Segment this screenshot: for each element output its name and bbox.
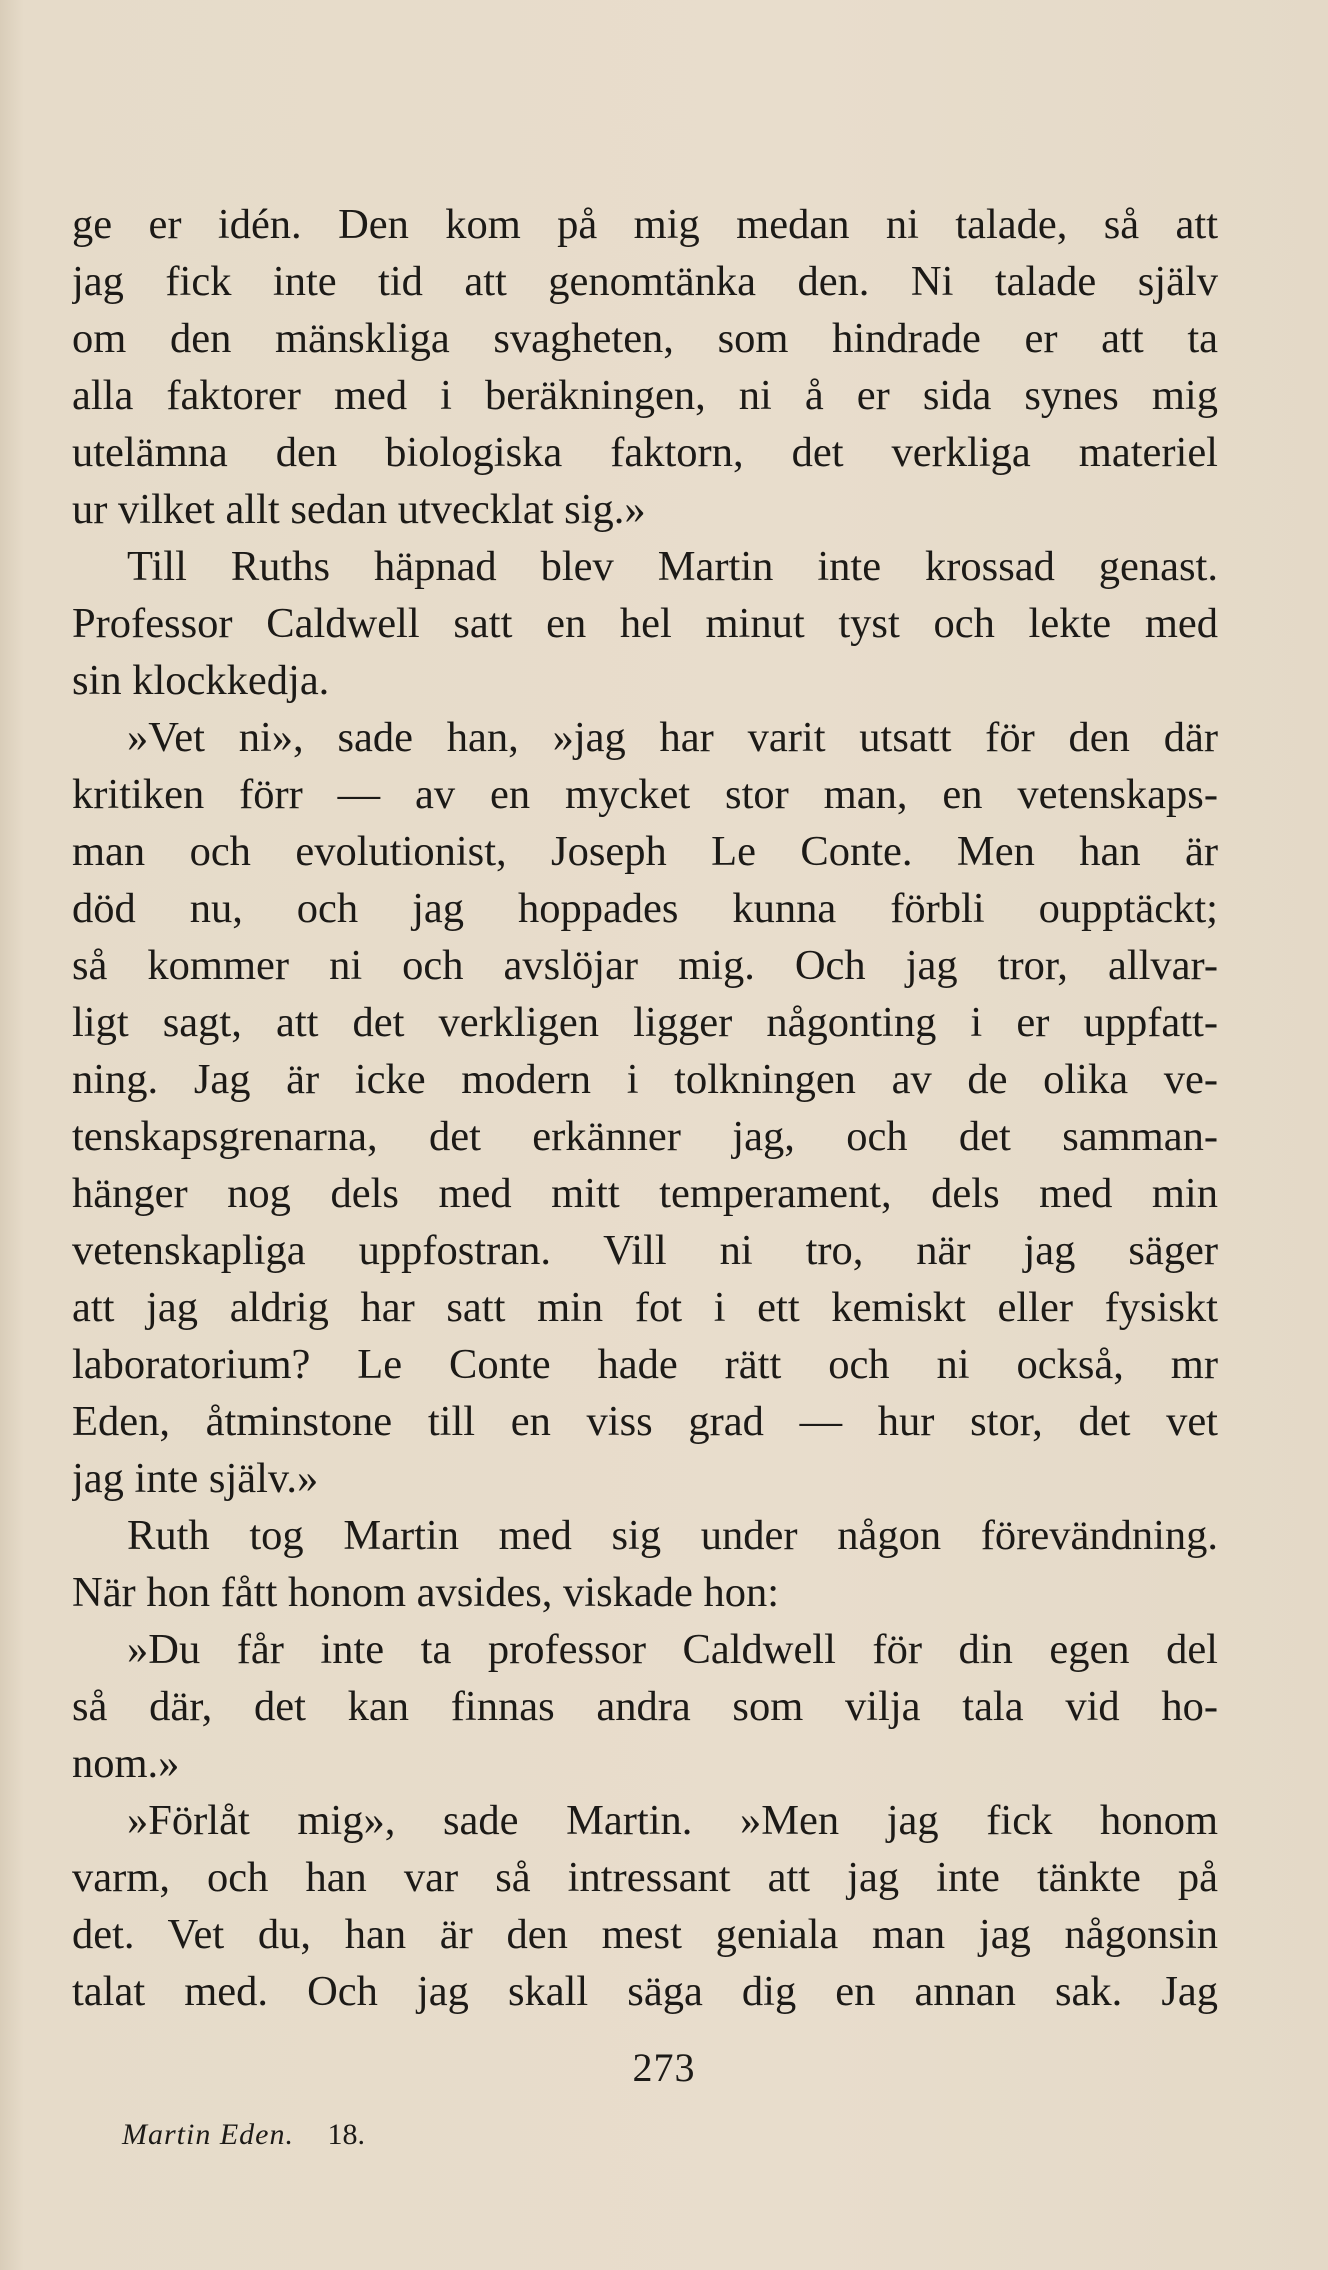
text-line: tenskapsgrenarna, det erkänner jag, och det samman- — [72, 1113, 1218, 1160]
text-line: laboratorium? Le Conte hade rätt och ni också, mr — [72, 1341, 1218, 1388]
text-line: att jag aldrig har satt min fot i ett kemiskt eller fysiskt — [72, 1284, 1218, 1331]
body-text — [72, 196, 1218, 2020]
text-line: varm, och han var så intressant att jag inte tänkte på — [72, 1854, 1218, 1901]
text-line: ning. Jag är icke modern i tolkningen av de olika ve- — [72, 1056, 1218, 1103]
text-line: utelämna den biologiska faktorn, det verkliga materiel — [72, 429, 1218, 476]
text-line: kritiken förr — av en mycket stor man, en vetenskaps- — [72, 771, 1218, 818]
text-line: ligt sagt, att det verkligen ligger någonting i er uppfatt- — [72, 999, 1218, 1046]
text-line: talat med. Och jag skall säga dig en annan sak. Jag — [72, 1968, 1218, 2015]
text-line: alla faktorer med i beräkningen, ni å er sida synes mig — [72, 372, 1218, 419]
signature-number: 18. — [327, 2118, 365, 2151]
text-line: Ruth tog Martin med sig under någon förevändning. — [127, 1512, 1218, 1559]
text-line: jag fick inte tid att genomtänka den. Ni talade själv — [72, 258, 1218, 305]
text-line: det. Vet du, han är den mest geniala man jag någonsin — [72, 1911, 1218, 1958]
text-line: Till Ruths häpnad blev Martin inte krossad genast. — [127, 543, 1218, 590]
text-line: död nu, och jag hoppades kunna förbli oupptäckt; — [72, 885, 1218, 932]
text-line: jag inte själv.» — [72, 1455, 319, 1502]
text-line: vetenskapliga uppfostran. Vill ni tro, när jag säger — [72, 1227, 1218, 1274]
text-line: »Förlåt mig», sade Martin. »Men jag fick honom — [127, 1797, 1218, 1844]
text-line: »Vet ni», sade han, »jag har varit utsatt för den där — [127, 714, 1218, 761]
text-line: Professor Caldwell satt en hel minut tyst och lekte med — [72, 600, 1218, 647]
text-line: så kommer ni och avslöjar mig. Och jag tror, allvar- — [72, 942, 1218, 989]
text-line: »Du får inte ta professor Caldwell för din egen del — [127, 1626, 1218, 1673]
text-line: nom.» — [72, 1740, 180, 1787]
signature-title: Martin Eden. — [122, 2118, 294, 2151]
text-line: Eden, åtminstone till en viss grad — hur stor, det vet — [72, 1398, 1218, 1445]
text-line: så där, det kan finnas andra som vilja tala vid ho- — [72, 1683, 1218, 1730]
page-number: 273 — [632, 2045, 696, 2090]
text-line: När hon fått honom avsides, viskade hon: — [72, 1569, 780, 1616]
printer-signature — [122, 2118, 365, 2152]
text-line: om den mänskliga svagheten, som hindrade er att ta — [72, 315, 1218, 362]
text-line: man och evolutionist, Joseph Le Conte. Men han är — [72, 828, 1218, 875]
text-line: ge er idén. Den kom på mig medan ni talade, så att — [72, 201, 1218, 248]
text-line: hänger nog dels med mitt temperament, dels med min — [72, 1170, 1218, 1217]
text-line: ur vilket allt sedan utvecklat sig.» — [72, 486, 646, 533]
text-line: sin klockkedja. — [72, 657, 330, 704]
